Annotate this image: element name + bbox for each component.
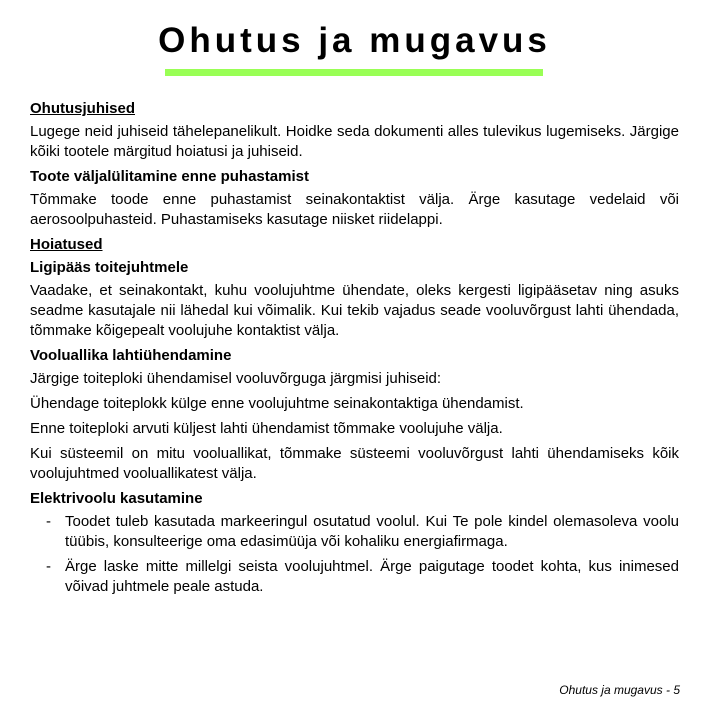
subheading-power-cord-access: Ligipääs toitejuhtmele xyxy=(30,259,189,276)
list-item-text: Toodet tuleb kasutada markeeringul osutatud voolul. Kui Te pole kindel olemasoleva voolu tüübis, konsulteerige oma edasimüüja või kohaliku energiafirmaga. xyxy=(65,513,679,550)
dash-bullet: - xyxy=(46,513,51,530)
page-footer: Ohutus ja mugavus - 5 xyxy=(559,683,680,697)
dash-bullet: - xyxy=(46,558,51,575)
electrical-usage-list xyxy=(30,512,679,597)
subheading-disconnecting-power: Vooluallika lahtiühendamine xyxy=(30,347,232,364)
paragraph-read-instructions: Lugege neid juhiseid tähelepanelikult. Hoidke seda dokumenti alles tulevikus lugemiseks. Järgige kõiki tootele märgitud hoiatusi ja juhiseid. xyxy=(30,123,679,160)
subheading-turn-off-before-cleaning: Toote väljalülitamine enne puhastamist xyxy=(30,168,309,185)
subheading-electrical-usage: Elektrivoolu kasutamine xyxy=(30,490,203,507)
paragraph-disconnect-multiple-sources: Kui süsteemil on mitu vooluallikat, tõmmake süsteemi vooluvõrgust lahti ühendamiseks kõik voolujuhtmed vooluallikatest välja. xyxy=(30,445,679,482)
section-heading-safety-instructions: Ohutusjuhised xyxy=(30,100,135,117)
list-item-text: Ärge laske mitte millelgi seista voolujuhtmel. Ärge paigutage toodet kohta, kus inimesed võivad juhtmele peale astuda. xyxy=(65,558,679,595)
list-item xyxy=(30,557,679,597)
page-content xyxy=(30,99,679,602)
title-underline-bar xyxy=(165,69,543,76)
page-title: Ohutus ja mugavus xyxy=(158,21,551,60)
list-item xyxy=(30,512,679,552)
paragraph-disconnect-intro: Järgige toiteploki ühendamisel vooluvõrguga järgmisi juhiseid: xyxy=(30,370,442,387)
section-heading-warnings: Hoiatused xyxy=(30,236,103,253)
paragraph-disconnect-step-2: Enne toiteploki arvuti küljest lahti ühendamist tõmmake voolujuhe välja. xyxy=(30,420,503,437)
paragraph-disconnect-step-1: Ühendage toiteplokk külge enne voolujuhtme seinakontaktiga ühendamist. xyxy=(30,395,524,412)
paragraph-power-cord-access: Vaadake, et seinakontakt, kuhu voolujuhtme ühendate, oleks kergesti ligipääsetav ning asuks seadme kasutajale nii lähedal kui võimalik. Kui tekib vajadus seade vooluvõrgust lahti ühendada, tõmmake kõigepealt voolujuhe kontaktist välja. xyxy=(30,282,679,339)
paragraph-cleaning: Tõmmake toode enne puhastamist seinakontaktist välja. Ärge kasutage vedelaid või aerosoolpuhasteid. Puhastamiseks kasutage niisket riidelappi. xyxy=(30,191,679,228)
